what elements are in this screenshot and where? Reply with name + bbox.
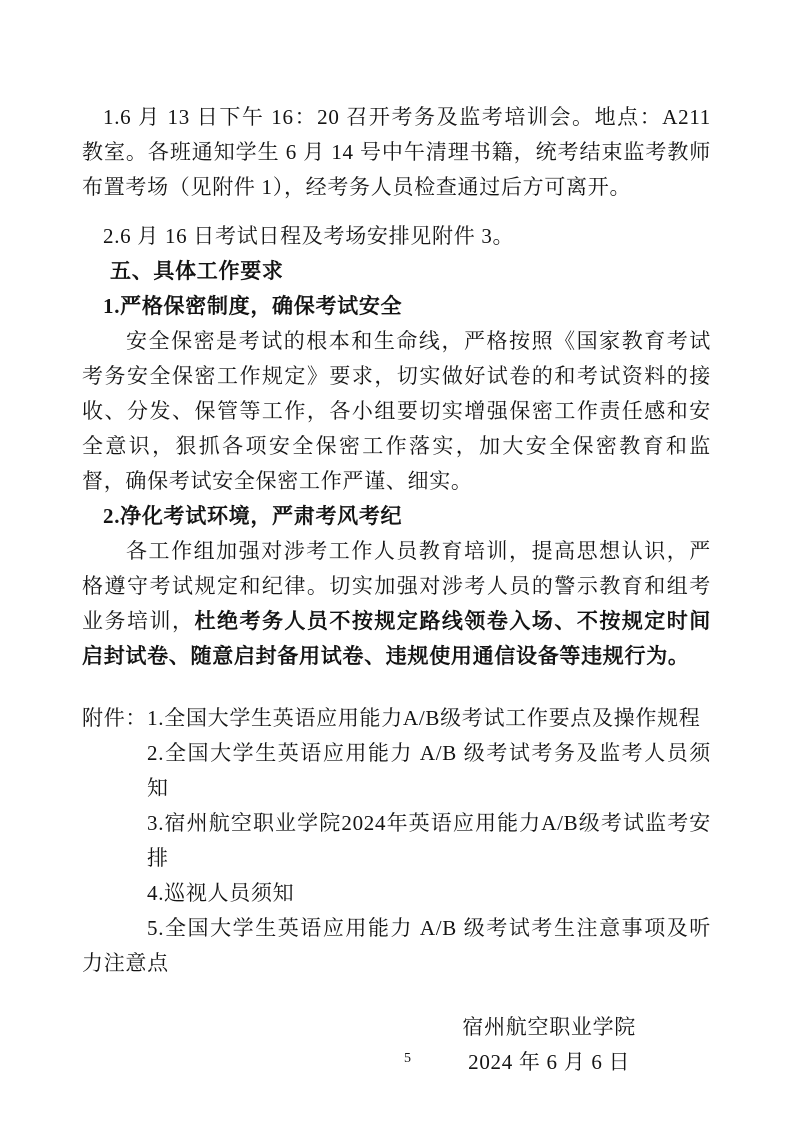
environment-normal-text: 各工作组加强对涉考工作人员教育培训，提高思想认识，严格遵守考试规定和纪律。切实加强对涉考人员的警示教育和组考业务培训， xyxy=(82,539,711,633)
attachments-label: 附件： xyxy=(82,706,148,730)
attachment-item-4: 4.巡视人员须知 xyxy=(147,881,295,905)
paragraph-security-detail: 安全保密是考试的根本和生命线，严格按照《国家教育考试考务安全保密工作规定》要求，切实做好试卷的和考试资料的接收、分发、保管等工作，各小组要切实增强保密工作责任感和安全意识，狠抓各项安全保密工作落实，加大安全保密教育和监督，确保考试安全保密工作严谨、细实。 xyxy=(82,329,711,493)
attachment-item-5: 5.全国大学生英语应用能力 A/B 级考试考生注意事项及听力注意点 xyxy=(82,916,711,975)
attachment-item-2: 2.全国大学生英语应用能力 A/B 级考试考务及监考人员须知 xyxy=(147,741,711,800)
signature-block xyxy=(462,1010,636,1080)
signature-date: 2024 年 6 月 6 日 xyxy=(468,1050,631,1074)
attachments-block xyxy=(82,701,711,981)
attachment-item-1: 1.全国大学生英语应用能力A/B级考试工作要点及操作规程 xyxy=(147,706,701,730)
environment-bold-warning-text: 杜绝考务人员不按规定路线领卷入场、不按规定时间启封试卷、随意启封备用试卷、违规使用通信设备等违规行为。 xyxy=(82,609,711,668)
subheading-exam-environment: 2.净化考试环境，严肃考风考纪 xyxy=(103,504,403,528)
section-heading-five: 五、具体工作要求 xyxy=(110,259,284,283)
attachment-line-1 xyxy=(82,701,711,736)
signature-org: 宿州航空职业学院 xyxy=(462,1015,636,1039)
page-number: 5 xyxy=(404,1051,411,1066)
paragraph-exam-schedule: 2.6 月 16 日考试日程及考场安排见附件 3。 xyxy=(103,224,515,248)
paragraph-meeting-training: 1.6 月 13 日下午 16：20 召开考务及监考培训会。地点：A211 教室。各班通知学生 6 月 14 号中午清理书籍，统考结束监考教师布置考场（见附件 1），经考务人员检查通过后方可离开。 xyxy=(82,105,711,199)
paragraph-environment-detail xyxy=(82,534,711,674)
attachment-item-3: 3.宿州航空职业学院2024年英语应用能力A/B级考试监考安排 xyxy=(147,811,711,870)
subheading-security-system: 1.严格保密制度，确保考试安全 xyxy=(103,294,403,318)
